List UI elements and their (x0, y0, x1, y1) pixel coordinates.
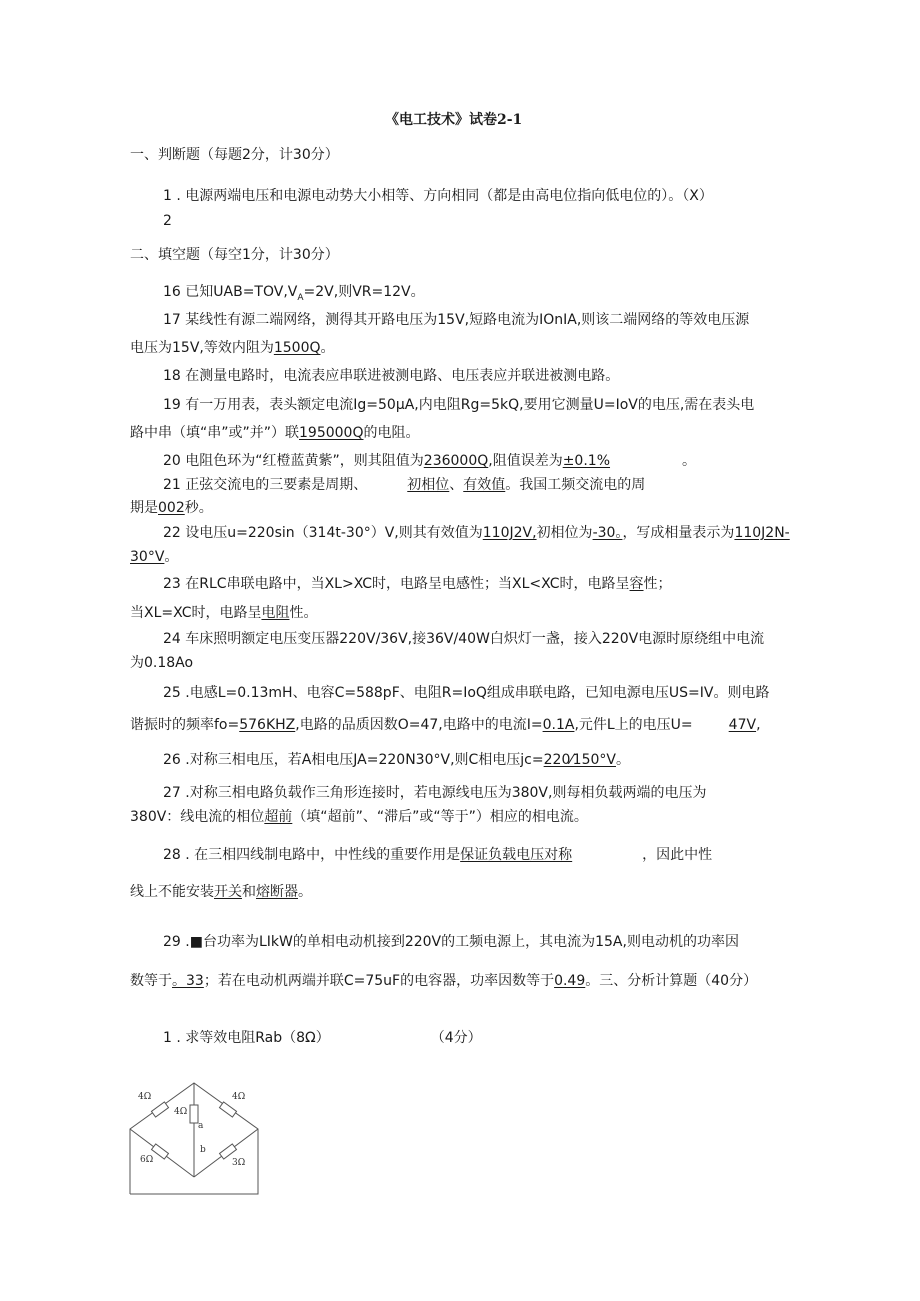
resistor-r5 (220, 1144, 237, 1159)
bridge-circuit-diagram (128, 1073, 264, 1195)
label-r3: 4Ω (174, 1107, 188, 1117)
q27-answer: 超前 (264, 809, 293, 825)
q27-text-a: 380V：线电流的相位 (130, 809, 265, 825)
section-2-heading: 二、填空题（每空1分，计30分） (130, 247, 339, 263)
question-20 (163, 452, 696, 470)
q16-subscript: A (297, 292, 304, 303)
resistor-r4 (152, 1144, 169, 1159)
q28-text-a: 28 . 在三相四线制电路中，中性线的重要作用是 (163, 847, 461, 863)
question-22-line-1 (163, 524, 790, 542)
q19-text: 路中串（填“串”或”并”）联 (130, 425, 300, 441)
q29-text-a: 数等于 (130, 973, 172, 989)
q28-end: 。 (298, 884, 312, 900)
q25-text-c: ,元件L上的电压U= (574, 717, 693, 733)
q28-text-d: 和 (242, 884, 256, 900)
node-b-label: b (200, 1145, 206, 1155)
question-22-line-2 (130, 548, 178, 566)
q22-end: 。 (164, 549, 179, 565)
q25-text-a: 谐振时的频率fo= (130, 717, 240, 733)
q22-answer-3: 110J2N- (734, 525, 790, 541)
q25-answer-2: 0.1A (542, 717, 575, 733)
q29-answer-2: 0.49 (554, 973, 586, 989)
q21-end: 秒。 (184, 500, 213, 516)
q28-answer-3: 熔断器 (256, 884, 298, 900)
question-27-line-1: 27 .对称三相电路负载作三角形连接时，若电源线电压为380V,则每相负载两端的电压为 (163, 785, 707, 801)
q27-text-b: （填“超前”、“滞后”或“等于”）相应的相电流。 (292, 809, 588, 825)
question-25-line-2 (130, 716, 761, 734)
q19-end: 的电阻。 (363, 425, 420, 441)
q20-end: 。 (682, 453, 697, 469)
q21-answer-3: 002 (158, 500, 185, 516)
q23-answer-2: 电阻 (261, 605, 290, 621)
q21-text-d: 期是 (130, 500, 158, 516)
label-r4: 6Ω (140, 1155, 154, 1165)
q22-answer-2: -30。 (592, 525, 623, 541)
calc-1-points: （4分） (437, 1030, 482, 1046)
calc-1-text: 1 . 求等效电阻Rab（8Ω） (163, 1030, 330, 1046)
resistor-r3 (190, 1105, 198, 1123)
question-16 (163, 283, 425, 307)
question-23-line-1 (163, 575, 672, 593)
q21-text-b: 、 (449, 477, 464, 493)
question-17-line-2 (130, 339, 335, 357)
q23-answer-1: 容 (629, 576, 644, 592)
question-23-line-2 (130, 604, 317, 622)
question-17-line-1: 17 某线性有源二端网络，测得其开路电压为15V,短路电流为IOnIA,则该二端网络的等效电压源 (163, 312, 750, 328)
resistor-r2 (219, 1102, 236, 1117)
question-2: 2 (163, 213, 172, 229)
q25-answer-1: 576KHZ (239, 717, 296, 733)
q22-answer-3-cont: 30°V (130, 549, 165, 565)
label-r2: 4Ω (232, 1092, 246, 1102)
q23-text-b: 性； (643, 576, 672, 592)
q21-text-c: 。我国工频交流电的周 (505, 477, 646, 493)
node-a-label: a (198, 1121, 204, 1131)
q23-text-a: 23 在RLC串联电路中，当XL>XC时，电路呈电感性；当XL<XC时，电路呈 (163, 576, 630, 592)
q17-answer: 1500Q (273, 340, 321, 356)
q28-text-c: 线上不能安装 (130, 884, 214, 900)
q22-text-b: 初相位为 (536, 525, 593, 541)
q23-end: 性。 (289, 605, 318, 621)
q22-text-a: 22 设电压u=220sin（314t-30°）V,则其有效值为 (163, 525, 483, 541)
q21-answer-1: 初相位 (407, 477, 450, 493)
label-r5: 3Ω (232, 1158, 246, 1168)
question-29-line-1: 29 .■台功率为LIkW的单相电动机接到220V的工频电源上，其电流为15A,则电动机的功率因 (163, 934, 739, 950)
q21-text-a: 21 正弦交流电的三要素是周期、 (163, 477, 368, 493)
q20-text-b: ,阻值误差为 (488, 453, 563, 469)
question-19-line-1: 19 有一万用表，表头额定电流Ig=50μA,内电阻Rg=5kQ,要用它测量U=IoV的电压,需在表头电 (163, 397, 755, 413)
q26-text-a: 26 .对称三相电压，若A相电压JA=220N30°V,则C相电压jc= (163, 752, 544, 768)
q23-text-c: 当XL=XC时，电路呈 (130, 605, 262, 621)
question-21-line-2 (130, 499, 213, 517)
question-24-line-1: 24 车床照明额定电压变压器220V/36V,接36V/40W白炽灯一盏，接入220V电源时原绕组中电流 (163, 631, 765, 647)
q25-end: , (756, 717, 761, 733)
q20-text-a: 20 电阻色环为“红橙蓝黄紫”，则其阻值为 (163, 453, 424, 469)
q28-answer-2: 开关 (214, 884, 242, 900)
q17-end: 。 (320, 340, 335, 356)
calc-question-1 (163, 1029, 482, 1047)
q29-answer-1: 。33 (172, 973, 204, 989)
q26-end: 。 (615, 752, 630, 768)
q26-answer: 220⁄150°V (543, 752, 616, 768)
resistor-r1 (151, 1102, 168, 1117)
question-24-line-2: 为0.18Ao (130, 655, 194, 671)
q29-text-c: 。三、分析计算题（40分） (585, 973, 758, 989)
q22-text-c: ，写成相量表示为 (622, 525, 735, 541)
question-18: 18 在测量电路时，电流表应串联进被测电路、电压表应并联进被测电路。 (163, 368, 620, 384)
q16-text-a: 16 已知UAB=TOV,V (163, 284, 298, 300)
question-27-line-2 (130, 808, 588, 826)
page-title: 《电工技术》试卷2-1 (385, 112, 523, 128)
question-1: 1 . 电源两端电压和电源电动势大小相等、方向相同（都是由高电位指向低电位的）。（X） (163, 188, 713, 204)
q28-text-b: ，因此中性 (642, 847, 713, 863)
q17-text: 电压为15V,等效内阻为 (130, 340, 274, 356)
question-25-line-1: 25 .电感L=0.13mH、电容C=588pF、电阻R=IoQ组成串联电路，已知电源电压US=IV。则电路 (163, 685, 770, 701)
q28-answer-1: 保证负载电压对称 (460, 847, 573, 863)
question-21-line-1 (163, 476, 645, 494)
q20-answer-2: ±0.1% (562, 453, 611, 469)
q25-text-b: ,电路的品质因数O=47,电路中的电流I= (295, 717, 543, 733)
question-28-line-2 (130, 883, 312, 901)
q16-text-b: =2V,则VR=12V。 (303, 284, 425, 300)
q22-answer-1: 110J2V, (482, 525, 537, 541)
q29-text-b: ；若在电动机两端并联C=75uF的电容器，功率因数等于 (203, 973, 555, 989)
q20-answer-1: 236000Q (423, 453, 489, 469)
label-r1: 4Ω (138, 1092, 152, 1102)
section-1-heading: 一、判断题（每题2分，计30分） (130, 147, 339, 163)
question-19-line-2 (130, 424, 419, 442)
question-29-line-2 (130, 972, 757, 990)
q19-answer: 195000Q (299, 425, 364, 441)
q25-answer-3: 47V (728, 717, 757, 733)
q21-answer-2: 有效值 (463, 477, 506, 493)
question-26 (163, 751, 630, 769)
question-28-line-1 (163, 846, 712, 864)
